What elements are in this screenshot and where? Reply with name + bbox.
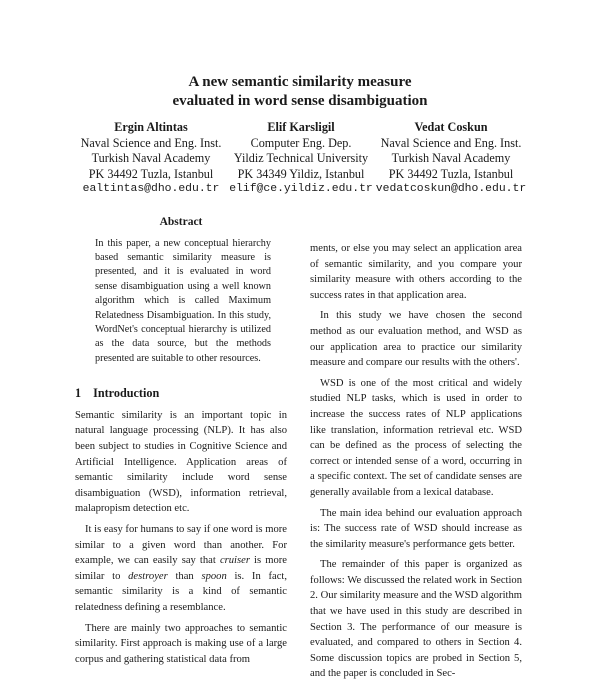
paper-title-line1: A new semantic similarity measure (188, 74, 412, 90)
section-1-number: 1 (75, 386, 82, 401)
section-1-heading (75, 386, 287, 402)
author-3-email: vedatcoskun@dho.edu.tr (375, 183, 527, 195)
right-paragraph-4: The remainder of this paper is organized as follows: We discussed the related work in Section 2. Our similarity measure and the WSD algorithm that we have used in this study are described in Section 3. The performance of our measure is evaluated, and compared to others in Section 4. Some discussion topics are probed in Section 5, and the paper is concluded in Sec- (310, 559, 522, 680)
author-3-dept: Naval Science and Eng. Inst. (380, 135, 522, 150)
left-column (75, 215, 287, 672)
author-1-dept: Naval Science and Eng. Inst. (80, 135, 222, 150)
right-paragraph-2: WSD is one of the most critical and widely studied NLP tasks, which is used in order to increase the success rates of NLP applications like translation, information retrieval etc. WSD can be defined as the process of selecting the correct or intended sense of a word, occurring in a specific context. The set of candidate senses are generally available from a lexical database. (310, 377, 522, 498)
right-paragraph-0: ments, or else you may select an application area of semantic similarity, and you compare your similarity measure with others according to the success rates in that application area. (310, 243, 522, 301)
right-paragraph-3: The main idea behind our evaluation approach is: The success rate of WSD should increase as the similarity measure's performance gets better. (310, 507, 522, 550)
author-2-email: elif@ce.yildiz.edu.tr (229, 183, 373, 195)
author-1-addr: PK 34492 Tuzla, Istanbul (88, 166, 214, 181)
author-3-org: Turkish Naval Academy (391, 151, 511, 165)
abstract-heading: Abstract (159, 216, 203, 228)
paper-title-line2: evaluated in word sense disambiguation (172, 93, 428, 109)
intro-p2-text-b: is more similar to (75, 555, 287, 582)
author-1-org: Turkish Naval Academy (91, 151, 211, 165)
author-2 (228, 120, 374, 198)
intro-paragraph-2 (75, 522, 287, 616)
abstract-text: In this paper, a new conceptual hierarchy based semantic similarity measure is presented, and it is evaluated in word sense disambiguation using a well known algorithm which is called Maximum Relatedness Disambiguation. In this study, WordNet's conceptual hierarchy is utilized as the data source, but the methods presented are suitable to other resources. (95, 237, 271, 364)
intro-paragraph-1: Semantic similarity is an important topic in natural language processing (NLP). It has also been subject to studies in Cognitive Science and Artificial Intelligence. Application areas of semantic similarity include word sense disambiguation (WSD), information retrieval, malapropism detection etc. (75, 409, 287, 515)
section-1-title: Introduction (93, 386, 160, 401)
right-column (310, 241, 522, 687)
intro-p2-text-c: than (167, 570, 202, 582)
author-1-email: ealtintas@dho.edu.tr (82, 183, 220, 195)
author-2-addr: PK 34349 Yildiz, Istanbul (237, 166, 365, 181)
intro-p2-word-destroyer: destroyer (128, 570, 168, 582)
author-3-name: Vedat Coskun (414, 120, 488, 134)
author-3 (370, 120, 532, 198)
author-1 (68, 120, 234, 198)
right-paragraph-1: In this study we have chosen the second method as our evaluation method, and WSD as our application area to practice our similarity measure and compare our results with the others'. (310, 310, 522, 369)
author-2-name: Elif Karsligil (267, 120, 335, 134)
author-2-dept: Computer Eng. Dep. (250, 135, 352, 150)
intro-p2-text-a: It is easy for humans to say if one word is more similar to a given word than another. For example, we can easily say that (75, 524, 287, 567)
author-1-name: Ergin Altintas (114, 120, 188, 134)
intro-p2-word-spoon: spoon (201, 570, 227, 582)
author-3-addr: PK 34492 Tuzla, Istanbul (388, 166, 514, 181)
author-2-org: Yildiz Technical University (233, 151, 369, 165)
intro-p2-text-d: is. In fact, semantic similarity is a kind of semantic relatedness defining a resemblance. (75, 570, 288, 613)
intro-p2-word-cruiser: cruiser (219, 555, 250, 567)
intro-paragraph-3: There are mainly two approaches to semantic similarity. First approach is making use of a large corpus and gathering statistical data from (75, 622, 287, 665)
